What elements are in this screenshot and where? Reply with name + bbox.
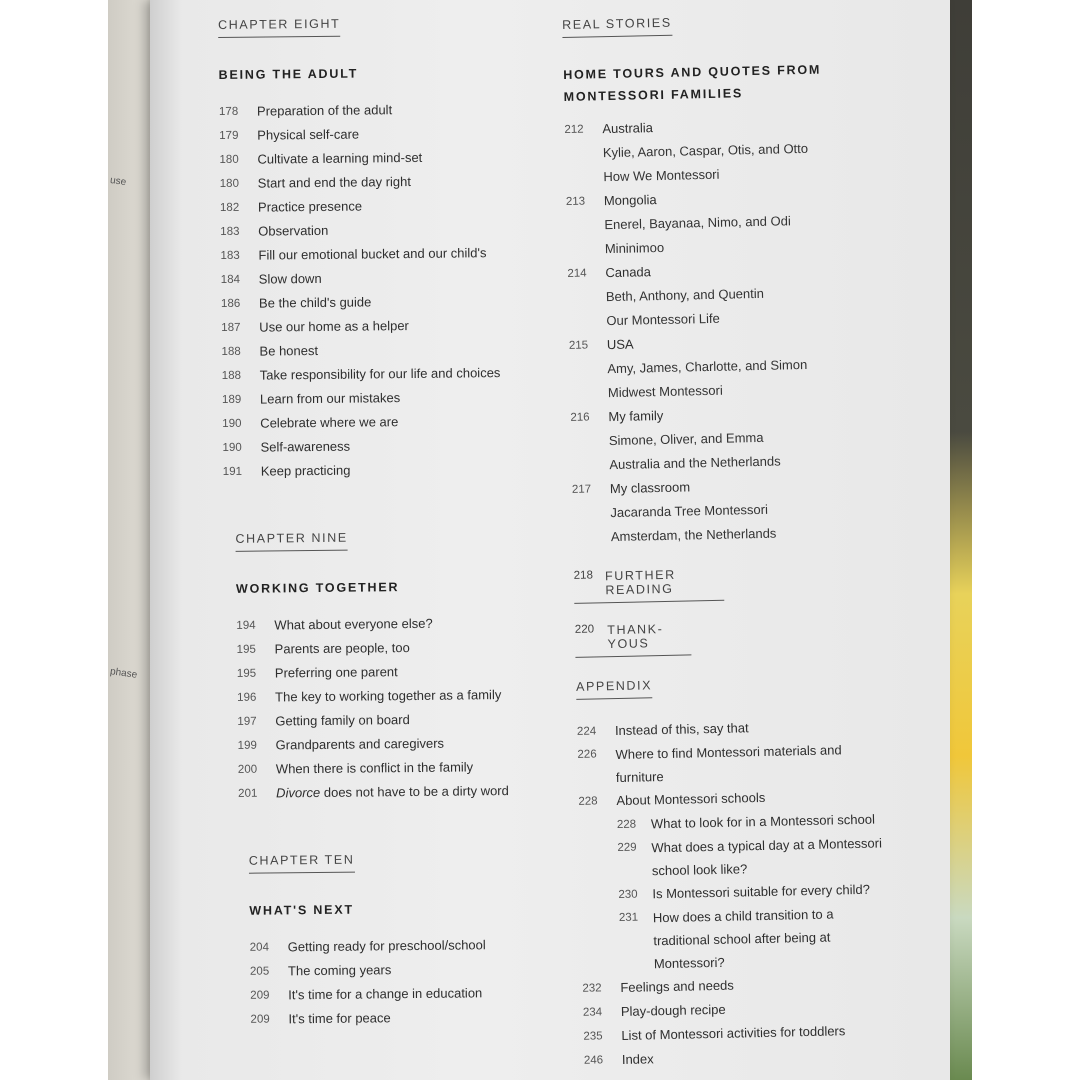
story-place: USA [606,336,634,353]
thank-yous [575,621,692,657]
story-source: Our Montessori Life [606,310,720,329]
toc-entry [221,264,561,292]
story-entry [570,399,891,478]
entry-title: Preferring one parent [274,664,398,681]
story-entry [566,183,887,262]
entry-title: Be honest [259,342,319,359]
page-number: 180 [219,177,240,190]
entry-title: List of Montessori activities for toddlers [621,1023,846,1043]
real-stories-list [564,111,893,550]
page-number: 187 [221,321,241,334]
entry-title-cont: traditional school after being at [653,929,831,949]
toc-list [219,96,563,484]
toc-entry [220,192,560,220]
appendix-label: APPENDIX [576,678,652,700]
entry-title: Start and end the day right [257,173,412,191]
toc-list [250,932,569,1031]
entry-title [276,778,566,805]
story-place: Australia [602,120,654,137]
entry-title: Grandparents and caregivers [275,735,445,753]
toc-entry [222,408,562,436]
entry-title: It's time for a change in education [288,985,483,1003]
story-people: Amy, James, Charlotte, and Simon [607,356,808,377]
toc-entry [238,730,566,757]
real-stories-title [563,57,884,108]
toc-subentry [581,901,902,977]
toc-entry [221,312,561,340]
margin-fragment: use [109,174,127,189]
entry-title: Self-awareness [260,438,351,455]
toc-entry [220,216,560,244]
page-number: 190 [222,417,242,430]
chapter-label: CHAPTER EIGHT [218,17,340,38]
entry-title: Physical self-care [257,126,360,143]
entry-title: Use our home as a helper [259,318,409,335]
page-number: 191 [222,465,243,478]
entry-title-cont: Montessori? [653,954,725,972]
entry-title-rest: does not have to be a dirty word [320,782,509,800]
story-source: Australia and the Netherlands [609,453,781,473]
story-place: Canada [605,264,652,281]
entry-title: Index [621,1051,654,1067]
entry-title: Celebrate where we are [260,414,399,431]
entry-title: How does a child transition to a [652,906,834,926]
page-number: 246 [583,1054,604,1067]
entry-title-italic: Divorce [276,784,321,801]
chapter-ten [249,848,569,1031]
entry-title: Observation [258,222,329,239]
story-entry [569,327,890,406]
toc-entry [577,737,898,790]
page-number: 194 [236,619,256,632]
page-number: 183 [220,249,240,262]
story-entry [564,111,885,190]
toc-entry [219,144,559,172]
page-number: 178 [218,105,239,118]
entry-title-cont: school look like? [651,861,748,879]
page-number: 216 [570,411,590,424]
page-number: 229 [617,841,637,855]
page-number: 182 [219,201,240,214]
entry-title: What does a typical day at a Montessori [651,835,883,856]
entry-title: What to look for in a Montessori school [650,811,876,832]
entry-title: Learn from our mistakes [259,390,401,407]
further-reading-label: FURTHER READING [604,567,676,598]
page-number: 201 [238,787,258,800]
page-number: 180 [219,153,239,166]
entry-title: Instead of this, say that [614,720,749,739]
entry-title: Slow down [258,270,322,287]
page-number: 230 [618,888,638,902]
toc-entry [219,120,559,148]
toc-entry [238,754,566,781]
story-place: My classroom [609,479,691,497]
story-people: Simone, Oliver, and Emma [608,429,764,449]
chapter-title: BEING THE ADULT [218,66,359,82]
toc-entry [250,932,568,959]
page-number: 189 [221,393,242,406]
chapter-label: CHAPTER TEN [249,853,355,874]
page-number: 179 [219,129,239,142]
appendix-list [577,713,904,1073]
right-column [562,9,904,1072]
story-people: Jacaranda Tree Montessori [610,501,769,521]
toc-list [236,610,566,805]
page-number: 224 [576,725,597,738]
chapter-nine [235,526,566,805]
entry-title: Practice presence [257,198,363,215]
page-number: 195 [236,667,257,680]
entry-title: Getting ready for preschool/school [287,937,486,955]
entry-title: Keep practicing [260,462,351,479]
page-number: 209 [250,1013,270,1026]
real-stories-title-line: HOME TOURS AND QUOTES FROM [563,62,822,82]
toc-entry [223,456,563,484]
page-number: 197 [237,715,257,728]
toc-entry [237,634,565,661]
story-people: Beth, Anthony, and Quentin [605,285,765,305]
page-number: 215 [568,339,589,352]
toc-entry [237,658,565,685]
toc-entry [237,706,565,733]
toc-entry [222,384,562,412]
toc-entry [250,1004,568,1031]
page-number: 217 [571,483,592,496]
entry-title: Play-dough recipe [620,1001,726,1019]
page-number: 183 [220,225,240,238]
story-source: How We Montessori [603,166,720,185]
entry-title: Preparation of the adult [256,102,393,119]
page-number: 184 [220,273,241,286]
page-number: 218 [573,569,594,582]
page-number: 228 [616,818,637,832]
page-number: 204 [249,941,270,954]
page-number: 205 [249,965,270,978]
story-people: Kylie, Aaron, Caspar, Otis, and Otto [602,140,809,161]
entry-title: Be the child's guide [258,294,372,311]
toc-entry [250,956,568,983]
toc-entry [222,432,562,460]
page-number: 209 [250,989,270,1002]
page-number: 196 [237,691,257,704]
page-number: 231 [618,911,639,925]
page-number: 235 [583,1030,603,1043]
page-number: 226 [577,748,597,761]
story-source: Midwest Montessori [607,382,723,401]
entry-title: Cultivate a learning mind-set [257,149,423,167]
thank-yous-label: THANK-YOUS [607,622,664,652]
page-number: 232 [582,982,602,995]
entry-title: When there is conflict in the family [275,759,474,777]
story-place: Mongolia [603,192,657,209]
story-entry [567,255,888,334]
entry-title: Take responsibility for our life and choices [259,365,501,383]
page-number: 213 [565,195,586,208]
toc-entry [220,240,560,268]
page-number: 188 [221,345,241,358]
page-number: 186 [220,297,241,310]
toc-entry [237,682,565,709]
page-number: 200 [237,763,258,776]
toc-entry [221,336,561,364]
page-number: 188 [221,369,242,382]
entry-title: Getting family on board [275,712,410,729]
left-column [218,12,569,1032]
chapter-eight [218,12,563,484]
story-source: Mininimoo [604,239,665,257]
chapter-title: WHAT'S NEXT [249,902,354,918]
page-number: 190 [222,441,242,454]
toc-entry [221,288,561,316]
page-number: 220 [574,623,595,636]
entry-title: Fill our emotional bucket and our child's [258,245,487,263]
page-number: 199 [237,739,257,752]
entry-title-cont: furniture [615,769,664,786]
further-reading [574,567,725,604]
margin-fragment: phase [109,666,138,681]
toc-subentry [579,831,900,884]
page-number: 212 [564,123,584,136]
chapter-title: WORKING TOGETHER [235,580,400,596]
story-entry [572,471,893,550]
toc-entry [250,980,568,1007]
entry-title: The coming years [287,962,392,979]
story-people: Enerel, Bayanaa, Nimo, and Odi [604,213,791,233]
toc-entry [219,96,559,124]
page-number: 214 [567,267,587,280]
toc-entry [220,168,560,196]
toc-entry [236,610,564,637]
real-stories-label: REAL STORIES [562,16,672,38]
story-place: My family [608,407,664,425]
entry-title: What about everyone else? [274,615,433,633]
entry-title: Is Montessori suitable for every child? [652,881,870,902]
entry-title: The key to working together as a family [275,687,502,705]
toc-entry [222,360,562,388]
entry-title: It's time for peace [288,1010,391,1027]
page-number: 195 [236,643,256,656]
entry-title: Where to find Montessori materials and [615,742,842,763]
entry-title: Feelings and needs [620,977,734,995]
entry-title: About Montessori schools [616,789,766,809]
story-source: Amsterdam, the Netherlands [610,525,777,545]
real-stories-title-line: MONTESSORI FAMILIES [563,86,744,104]
entry-title: Parents are people, too [274,640,410,657]
chapter-label: CHAPTER NINE [235,531,347,552]
page-number: 234 [582,1006,603,1019]
page-number: 228 [578,795,598,808]
toc-entry [238,778,566,805]
